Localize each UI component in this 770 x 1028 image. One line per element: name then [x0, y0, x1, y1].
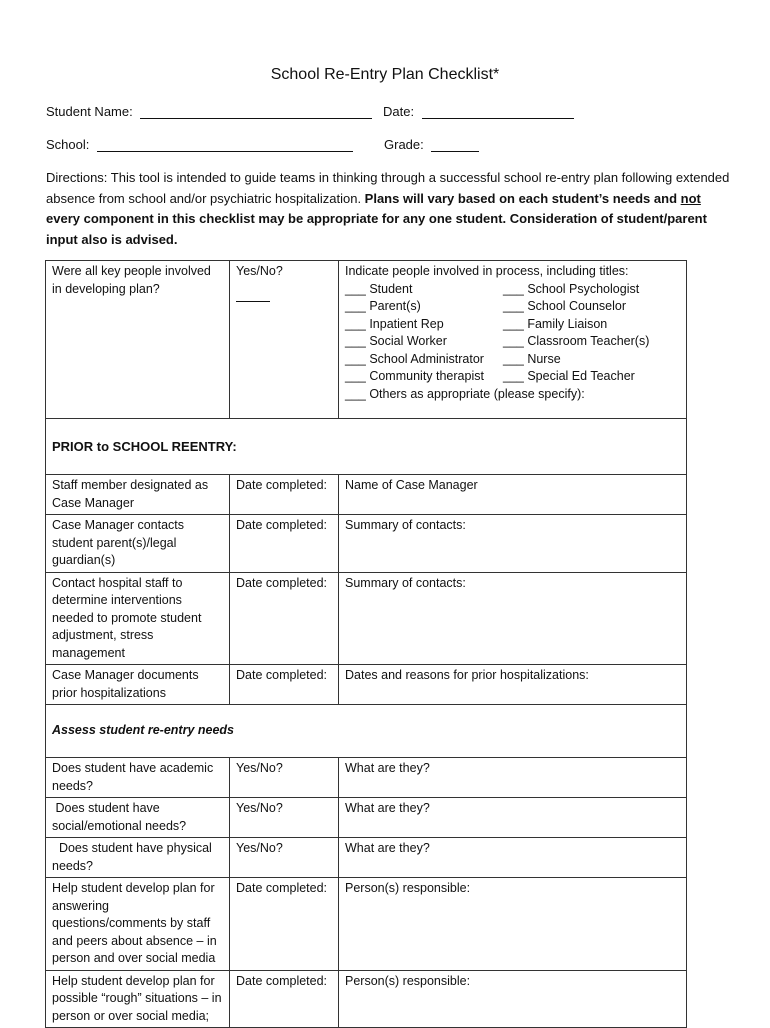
student-name-row	[46, 104, 372, 119]
row-notes-cell[interactable]: Dates and reasons for prior hospitalizations:	[339, 665, 687, 705]
date-field[interactable]	[422, 105, 574, 119]
people-yesno-blank[interactable]	[236, 293, 270, 302]
school-field[interactable]	[97, 138, 353, 152]
directions-bold-underline: not	[680, 190, 701, 206]
people-grid	[345, 281, 680, 386]
date-row	[383, 104, 574, 119]
assess-rows	[46, 758, 687, 1028]
people-option[interactable]: ___ Student	[345, 281, 413, 296]
row-item-label: Does student have physical needs?	[46, 838, 230, 878]
student-name-field[interactable]	[140, 105, 372, 119]
row-status-cell[interactable]: Date completed:	[230, 572, 339, 665]
grade-row	[384, 137, 479, 152]
row-notes-cell[interactable]: Name of Case Manager	[339, 475, 687, 515]
row-item-label: Case Manager contacts student parent(s)/legal guardian(s)	[46, 515, 230, 573]
table-row	[46, 665, 687, 705]
row-item-label: Does student have academic needs?	[46, 758, 230, 798]
people-option[interactable]: ___ School Counselor	[503, 299, 626, 313]
people-list-cell	[339, 261, 687, 419]
people-others[interactable]: ___ Others as appropriate (please specify):	[345, 386, 585, 401]
row-status-cell[interactable]: Date completed:	[230, 515, 339, 573]
people-option[interactable]: ___ Community therapist	[345, 369, 484, 383]
row-status-cell[interactable]: Yes/No?	[230, 838, 339, 878]
row-status-cell[interactable]: Date completed:	[230, 475, 339, 515]
school-row	[46, 137, 353, 152]
section-prior-heading: PRIOR to SCHOOL REENTRY:	[46, 419, 687, 475]
row-item-label: Case Manager documents prior hospitalizations	[46, 665, 230, 705]
table-row	[46, 572, 687, 665]
people-option[interactable]: ___ School Administrator	[345, 351, 484, 366]
people-option[interactable]: ___ Nurse	[503, 351, 561, 366]
directions-plain: Directions: This tool is intended to guide teams in thinking through a successful school re-entry plan following extended absence from school and/or psychiatric hospitalization.	[46, 170, 730, 206]
row-notes-cell[interactable]: What are they?	[339, 798, 687, 838]
row-notes-cell[interactable]: What are they?	[339, 758, 687, 798]
row-item-label: Help student develop plan for possible “rough” situations – in person or over social media;	[46, 970, 230, 1028]
people-option[interactable]: ___ School Psychologist	[503, 281, 640, 296]
student-name-label: Student Name:	[46, 104, 133, 119]
people-yesno-cell[interactable]	[230, 261, 339, 419]
row-status-cell[interactable]: Date completed:	[230, 665, 339, 705]
row-notes-cell[interactable]: Summary of contacts:	[339, 515, 687, 573]
grade-field[interactable]	[431, 138, 479, 152]
people-option[interactable]: ___ Social Worker	[345, 334, 447, 348]
row-status-cell[interactable]: Date completed:	[230, 970, 339, 1028]
grade-label: Grade:	[384, 137, 424, 152]
checklist-table	[45, 260, 687, 1028]
table-row	[46, 758, 687, 798]
table-row	[46, 970, 687, 1028]
directions-text	[46, 168, 736, 250]
table-row	[46, 475, 687, 515]
row-item-label: Does student have social/emotional needs?	[46, 798, 230, 838]
page-title: School Re-Entry Plan Checklist*	[270, 66, 500, 83]
people-yesno-label: Yes/No?	[236, 264, 283, 278]
people-option[interactable]: ___ Classroom Teacher(s)	[503, 334, 650, 348]
row-status-cell[interactable]: Yes/No?	[230, 758, 339, 798]
row-status-cell[interactable]: Yes/No?	[230, 798, 339, 838]
school-label: School:	[46, 137, 90, 152]
people-intro: Indicate people involved in process, including titles:	[345, 264, 629, 278]
directions-bold-1: Plans will vary based on each student’s needs and	[364, 190, 678, 206]
prior-rows	[46, 475, 687, 705]
table-row	[46, 798, 687, 838]
people-option[interactable]: ___ Family Liaison	[503, 316, 608, 331]
row-item-label: Staff member designated as Case Manager	[46, 475, 230, 515]
directions-bold-2: every component in this checklist may be appropriate for any one student. Consideration of student/parent input also is advised.	[46, 211, 707, 247]
row-notes-cell[interactable]: Person(s) responsible:	[339, 878, 687, 971]
people-option[interactable]: ___ Parent(s)	[345, 299, 421, 313]
people-option[interactable]: ___ Special Ed Teacher	[503, 369, 635, 383]
section-row-prior	[46, 419, 687, 475]
table-row	[46, 261, 687, 419]
table-row	[46, 515, 687, 573]
section-assess-heading: Assess student re-entry needs	[46, 705, 687, 758]
row-notes-cell[interactable]: What are they?	[339, 838, 687, 878]
people-question: Were all key people involved in developing plan?	[46, 261, 230, 419]
row-notes-cell[interactable]: Summary of contacts:	[339, 572, 687, 665]
row-item-label: Help student develop plan for answering questions/comments by staff and peers about absence – in person and over social media	[46, 878, 230, 971]
table-row	[46, 878, 687, 971]
row-notes-cell[interactable]: Person(s) responsible:	[339, 970, 687, 1028]
date-label: Date:	[383, 104, 415, 119]
people-option[interactable]: ___ Inpatient Rep	[345, 316, 444, 331]
row-status-cell[interactable]: Date completed:	[230, 878, 339, 971]
section-row-assess	[46, 705, 687, 758]
table-row	[46, 838, 687, 878]
row-item-label: Contact hospital staff to determine interventions needed to promote student adjustment, stress management	[46, 572, 230, 665]
